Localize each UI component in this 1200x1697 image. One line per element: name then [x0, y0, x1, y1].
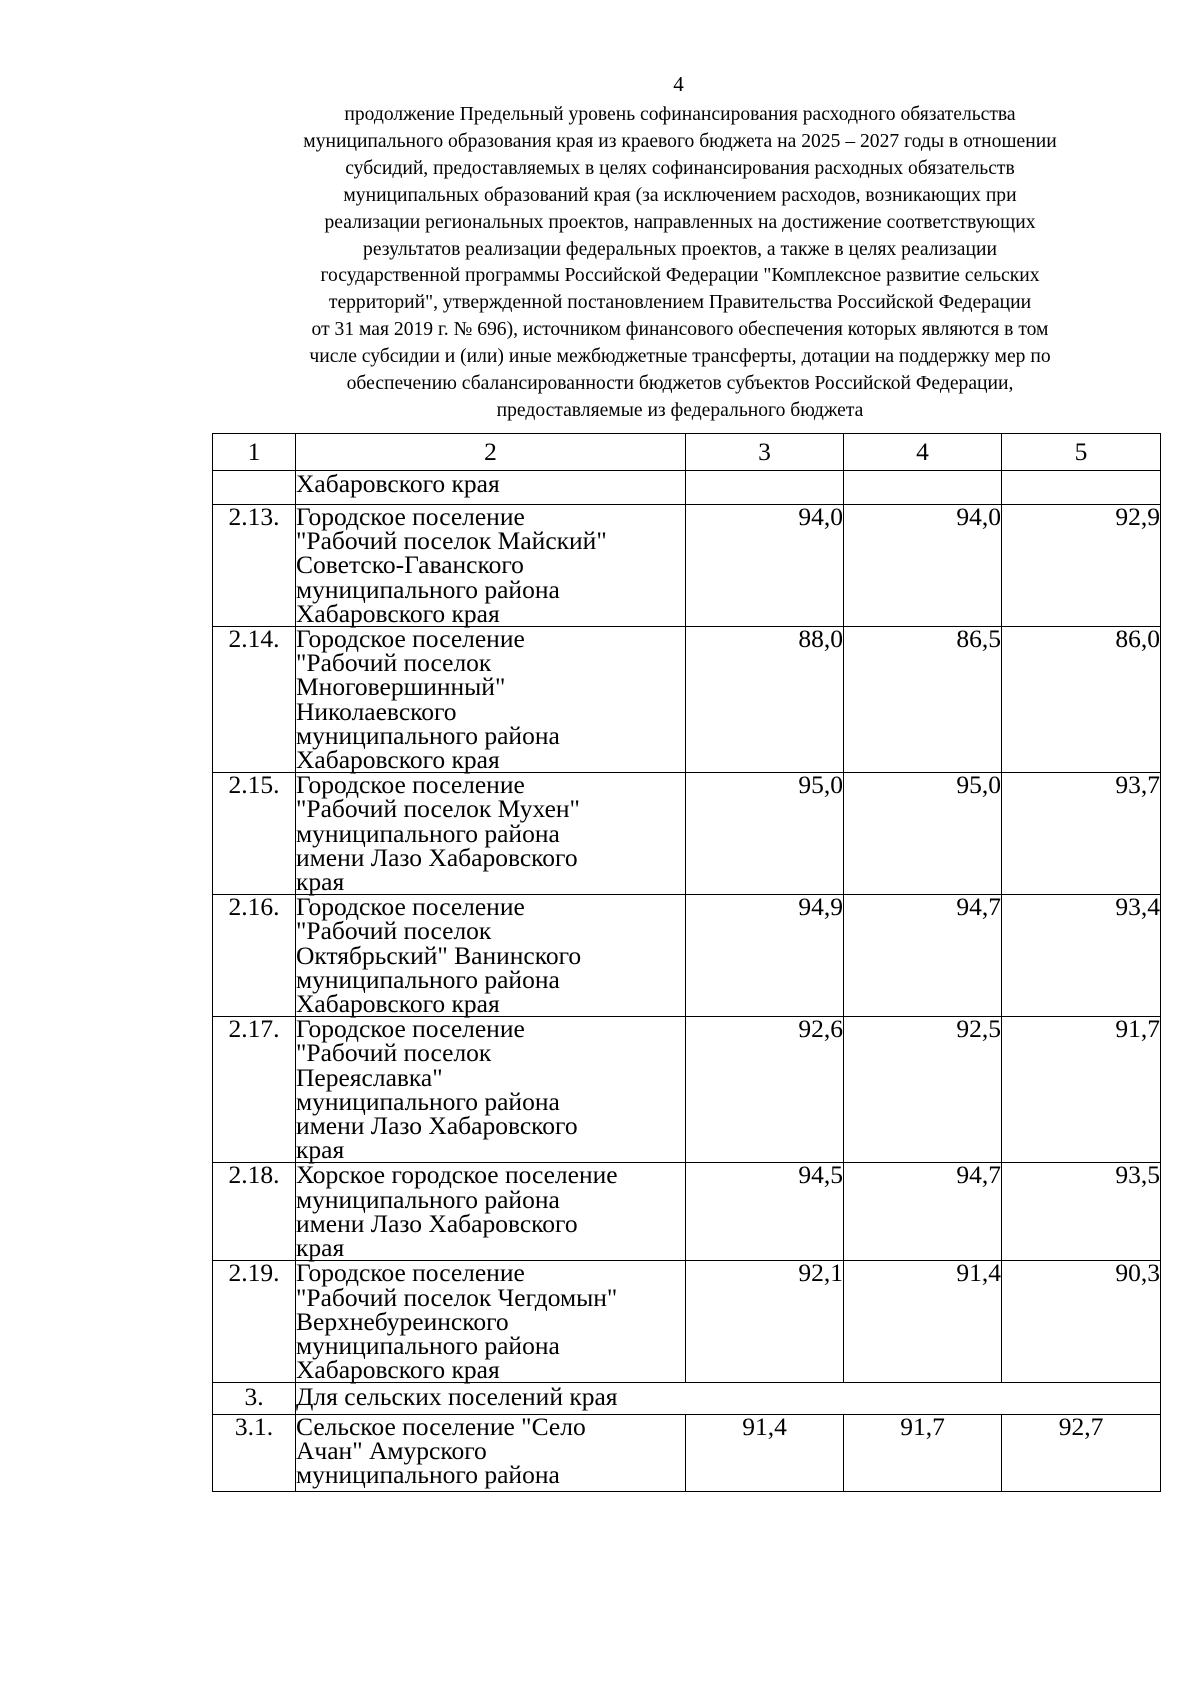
name-line: "Рабочий поселок [296, 916, 492, 946]
row-number-cell: 3.1. [213, 1414, 296, 1492]
heading-line: муниципальных образований края (за исключением расходов, возникающих при [343, 184, 1017, 206]
name-line: Городское поселение [296, 1014, 525, 1044]
municipality-name-cell [296, 471, 686, 505]
name-line: Верхнебуреинского [296, 1306, 509, 1336]
municipality-name-cell [296, 1258, 686, 1385]
name-line: Ачан" Амурского [296, 1435, 487, 1465]
name-line: Хабаровского края [296, 1355, 500, 1385]
name-line: муниципального района [296, 1330, 560, 1360]
row-number-cell: 2.13. [213, 505, 296, 627]
value-cell-2026: 92,5 [844, 1017, 1002, 1163]
row-number-cell: 2.17. [213, 1017, 296, 1163]
name-line: Городское поселение [296, 502, 525, 531]
name-line: имени Лазо Хабаровского [296, 1208, 578, 1238]
heading-line: предоставляемые из федерального бюджета [496, 399, 864, 421]
value-cell-2027: 93,4 [1002, 895, 1161, 1017]
name-line: муниципального района [296, 1459, 560, 1489]
name-line: муниципального района [296, 1086, 560, 1116]
name-line: имени Лазо Хабаровского [296, 842, 578, 872]
heading-line: продолжение Предельный уровень софинансирования расходного обязательства [344, 104, 1016, 125]
column-header: 5 [1002, 434, 1161, 471]
name-line: края [296, 1233, 345, 1263]
column-header: 4 [844, 434, 1002, 471]
name-line: муниципального района [296, 818, 560, 848]
document-heading [205, 102, 1155, 425]
table-header-row [213, 434, 1161, 471]
heading-line: территорий", утвержденной постановлением Правительства Российской Федерации [328, 292, 1032, 314]
value-cell-2026: 94,7 [844, 1163, 1002, 1261]
column-header: 3 [686, 434, 844, 471]
value-cell-2027: 92,9 [1002, 505, 1161, 627]
heading-line: государственной программы Российской Федерации "Комплексное развитие сельских [320, 265, 1040, 287]
column-header: 2 [296, 434, 686, 471]
name-line: "Рабочий поселок [296, 1038, 492, 1068]
municipality-name-cell [296, 502, 686, 628]
table-row [213, 1163, 1161, 1261]
name-line: Городское поселение [296, 624, 525, 654]
heading-line: числе субсидии и (или) иные межбюджетные трансферты, дотации на поддержку мер по [309, 346, 1051, 368]
table-row [213, 1414, 1161, 1492]
table-row [213, 773, 1161, 895]
name-line: Городское поселение [296, 1258, 525, 1288]
name-line: Советско-Гаванского [296, 550, 524, 580]
heading-line: реализации региональных проектов, направленных на достижение соответствующих [324, 211, 1036, 233]
name-line: Хабаровского края [296, 598, 500, 628]
name-line: "Рабочий поселок Мухен" [296, 794, 580, 824]
name-line: Сельское поселение "Село [296, 1411, 586, 1441]
name-line: "Рабочий поселок Майский" [296, 526, 607, 556]
name-line: Переяславка" [296, 1062, 443, 1092]
name-line: Хорское городское поселение [296, 1160, 618, 1190]
value-cell-2025: 91,4 [686, 1414, 844, 1492]
row-number-cell: 2.15. [213, 773, 296, 895]
heading-line: муниципального образования края из краевого бюджета на 2025 – 2027 годы в отношении [303, 130, 1057, 152]
municipality-name-cell [296, 770, 686, 897]
name-line: края [296, 867, 345, 897]
value-cell-2025 [686, 471, 844, 505]
municipality-name-cell [296, 624, 686, 775]
name-line: муниципального района [296, 720, 560, 750]
name-line: муниципального района [296, 1184, 560, 1214]
name-line: Городское поселение [296, 770, 525, 800]
table-row [213, 1261, 1161, 1383]
section-row [213, 1383, 1161, 1414]
value-cell-2027: 91,7 [1002, 1017, 1161, 1163]
heading-line: обеспечению сбалансированности бюджетов субъектов Российской Федерации, [346, 373, 1014, 395]
page-number: 4 [673, 72, 684, 96]
table-row [213, 895, 1161, 1017]
value-cell-2026: 91,7 [844, 1414, 1002, 1492]
value-cell-2025: 94,9 [686, 895, 844, 1017]
name-line: "Рабочий поселок [296, 648, 492, 678]
value-cell-2026: 94,7 [844, 895, 1002, 1017]
row-number-cell: 2.19. [213, 1261, 296, 1383]
value-cell-2025: 94,5 [686, 1163, 844, 1261]
value-cell-2025: 95,0 [686, 773, 844, 895]
section-title-cell: Для сельских поселений края [296, 1383, 1161, 1414]
value-cell-2027: 93,5 [1002, 1163, 1161, 1261]
table-row [213, 627, 1161, 773]
row-number-cell [213, 471, 296, 505]
table-row [213, 505, 1161, 627]
heading-line: субсидий, предоставляемых в целях софинансирования расходных обязательств [345, 157, 1015, 179]
name-line: Многовершинный" [296, 672, 506, 702]
column-header: 1 [213, 434, 296, 471]
value-cell-2025: 92,6 [686, 1017, 844, 1163]
value-cell-2025: 88,0 [686, 627, 844, 773]
municipality-name-cell [296, 1014, 686, 1165]
name-line: муниципального района [296, 574, 560, 604]
municipality-name-cell [296, 1160, 686, 1263]
row-number-cell: 2.16. [213, 895, 296, 1017]
value-cell-2026: 94,0 [844, 505, 1002, 627]
value-cell-2026: 95,0 [844, 773, 1002, 895]
name-line: Хабаровского края [296, 989, 500, 1019]
section-number-cell: 3. [213, 1383, 296, 1414]
value-cell-2027: 93,7 [1002, 773, 1161, 895]
municipality-name-cell [296, 1411, 686, 1492]
value-cell-2027: 86,0 [1002, 627, 1161, 773]
value-cell-2027 [1002, 471, 1161, 505]
municipality-name-cell [296, 892, 686, 1019]
name-line: имени Лазо Хабаровского [296, 1111, 578, 1141]
name-line: Октябрьский" Ванинского [296, 940, 582, 970]
value-cell-2025: 94,0 [686, 505, 844, 627]
value-cell-2026 [844, 471, 1002, 505]
table-row-continuation [213, 471, 1161, 505]
name-line: муниципального района [296, 964, 560, 994]
value-cell-2027: 92,7 [1002, 1414, 1161, 1492]
value-cell-2027: 90,3 [1002, 1261, 1161, 1383]
value-cell-2025: 92,1 [686, 1261, 844, 1383]
value-cell-2026: 86,5 [844, 627, 1002, 773]
cofinancing-table [212, 433, 1161, 1492]
heading-line: результатов реализации федеральных проектов, а также в целях реализации [363, 238, 997, 260]
name-line: "Рабочий поселок Чегдомын" [296, 1282, 618, 1312]
heading-line: от 31 мая 2019 г. № 696), источником финансового обеспечения которых являются в том [311, 319, 1049, 341]
table-row [213, 1017, 1161, 1163]
name-line: Хабаровского края [296, 745, 500, 775]
name-line: Хабаровского края [296, 469, 500, 498]
row-number-cell: 2.14. [213, 627, 296, 773]
name-line: Городское поселение [296, 892, 525, 922]
row-number-cell: 2.18. [213, 1163, 296, 1261]
value-cell-2026: 91,4 [844, 1261, 1002, 1383]
name-line: края [296, 1135, 345, 1165]
name-line: Николаевского [296, 696, 457, 726]
